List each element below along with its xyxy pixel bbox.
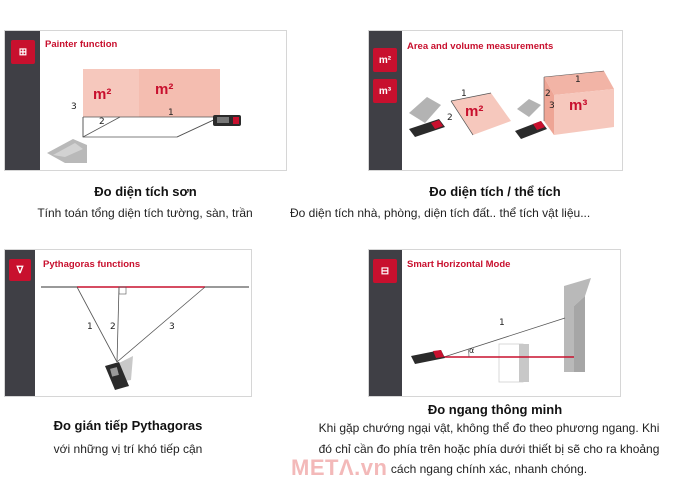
dim-label-3b: 3 [549,101,555,111]
wall-area-label-right: m² [155,81,174,98]
painter-function-card [4,30,287,171]
horizontal-mode-icon: ⊟ [373,259,397,283]
painter-scene [5,31,287,171]
laser-meter-icon [515,121,547,139]
dim-label-1: 1 [168,108,174,118]
laser-meter-icon [213,115,241,126]
pythagoras-card [4,249,252,397]
area-m2-icon: m² [373,48,397,72]
pythagoras-caption-text: với những vị trí khó tiếp cận [53,442,203,456]
smart-horizontal-card [368,249,621,397]
area-label: m² [465,103,484,120]
dim-label-1: 1 [461,89,467,99]
dim-label-3: 3 [169,322,175,332]
angle-label: α [469,346,475,355]
area-volume-card [368,30,623,171]
painter-caption-title: Đo diện tích sơn [94,184,197,199]
dim-label-2: 2 [447,113,453,123]
area-volume-caption-text: Đo diện tích nhà, phòng, diện tích đất.. thể tích vật liệu... [290,206,591,220]
area-volume-caption-title: Đo diện tích / thể tích [429,184,561,199]
laser-meter-icon [411,350,445,364]
card-title: Smart Horizontal Mode [407,259,511,270]
smart-horizontal-caption-line-2: đó chỉ cần đo phía trên hoặc phía dưới thiết bị sẽ cho ra khoảng [318,442,660,456]
painter-caption-text: Tính toán tổng diện tích tường, sàn, trần [37,206,253,220]
dim-label-2b: 2 [545,89,551,99]
laser-meter-icon [409,119,445,137]
dim-label-1: 1 [87,322,93,332]
volume-label: m³ [569,97,588,114]
smart-horizontal-caption-title: Đo ngang thông minh [427,402,563,417]
card-title: Pythagoras functions [43,259,141,270]
smart-horizontal-caption-line-3: cách ngang chính xác, nhanh chóng. [390,462,588,476]
dim-label-2: 2 [99,117,105,127]
painter-icon: ⊞ [11,40,35,64]
dim-label-3: 3 [71,102,77,112]
dim-label-1: 1 [499,318,505,328]
smart-horizontal-caption-line-1: Khi gặp chướng ngại vật, không thể đo theo phương ngang. Khi [318,421,660,435]
dim-label-1b: 1 [575,75,581,85]
meta-watermark-logo: METΛ.vn [291,455,388,480]
volume-m3-icon: m³ [373,79,397,103]
pythagoras-scene [5,250,252,397]
pythagoras-caption-title: Đo gián tiếp Pythagoras [53,418,203,433]
card-title: Area and volume measurements [407,41,554,52]
dim-label-2: 2 [110,322,116,332]
smart-horizontal-scene [369,250,621,397]
card-title: Painter function [45,39,118,50]
pythagoras-icon: ∇ [9,259,31,281]
wall-area-label-left: m² [93,86,112,103]
